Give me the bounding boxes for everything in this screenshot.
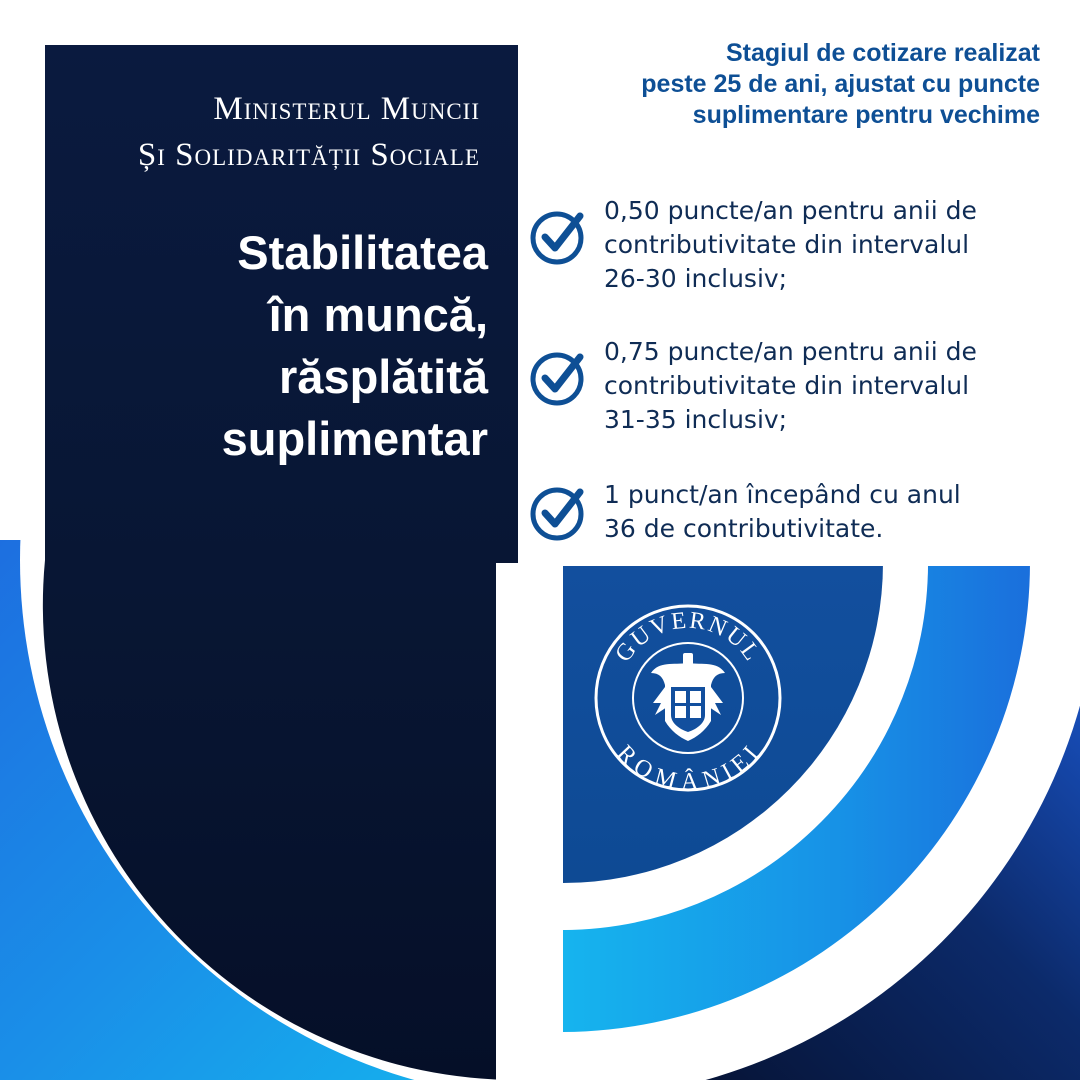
benefit-1-line-2: contributivitate din intervalul — [604, 230, 970, 259]
intro-line-3: suplimentare pentru vechime — [692, 101, 1040, 129]
intro-line-1: Stagiul de cotizare realizat — [726, 39, 1040, 67]
headline-line-1: Stabilitatea — [237, 226, 488, 279]
headline-line-3: răsplătită — [279, 350, 488, 403]
benefit-2-line-2: contributivitate din intervalul — [604, 371, 970, 400]
emblem-bottom-text: ROMÂNIEI — [611, 740, 766, 793]
headline-line-2: în muncă, — [268, 288, 488, 341]
coat-of-arms-icon — [651, 653, 725, 741]
benefit-2-line-3: 31-35 inclusiv; — [604, 405, 788, 434]
benefit-3-line-2: 36 de contributivitate. — [604, 514, 884, 543]
headline — [60, 222, 488, 470]
ministry-name-line-2: Și Solidarității Sociale — [137, 137, 480, 173]
ministry-name-line-1: Ministerul Muncii — [213, 91, 480, 127]
benefit-1-line-1: 0,50 puncte/an pentru anii de — [604, 196, 977, 225]
benefit-3-line-1: 1 punct/an începând cu anul — [604, 480, 961, 509]
benefit-1-line-3: 26-30 inclusiv; — [604, 264, 788, 293]
ministry-name — [60, 86, 480, 178]
government-emblem — [593, 603, 783, 793]
benefit-2-line-1: 0,75 puncte/an pentru anii de — [604, 337, 977, 366]
emblem-top-text: GUVERNUL — [610, 607, 766, 668]
intro-line-2: peste 25 de ani, ajustat cu puncte — [641, 70, 1040, 98]
headline-line-4: suplimentar — [221, 412, 488, 465]
intro-text — [500, 38, 1040, 131]
